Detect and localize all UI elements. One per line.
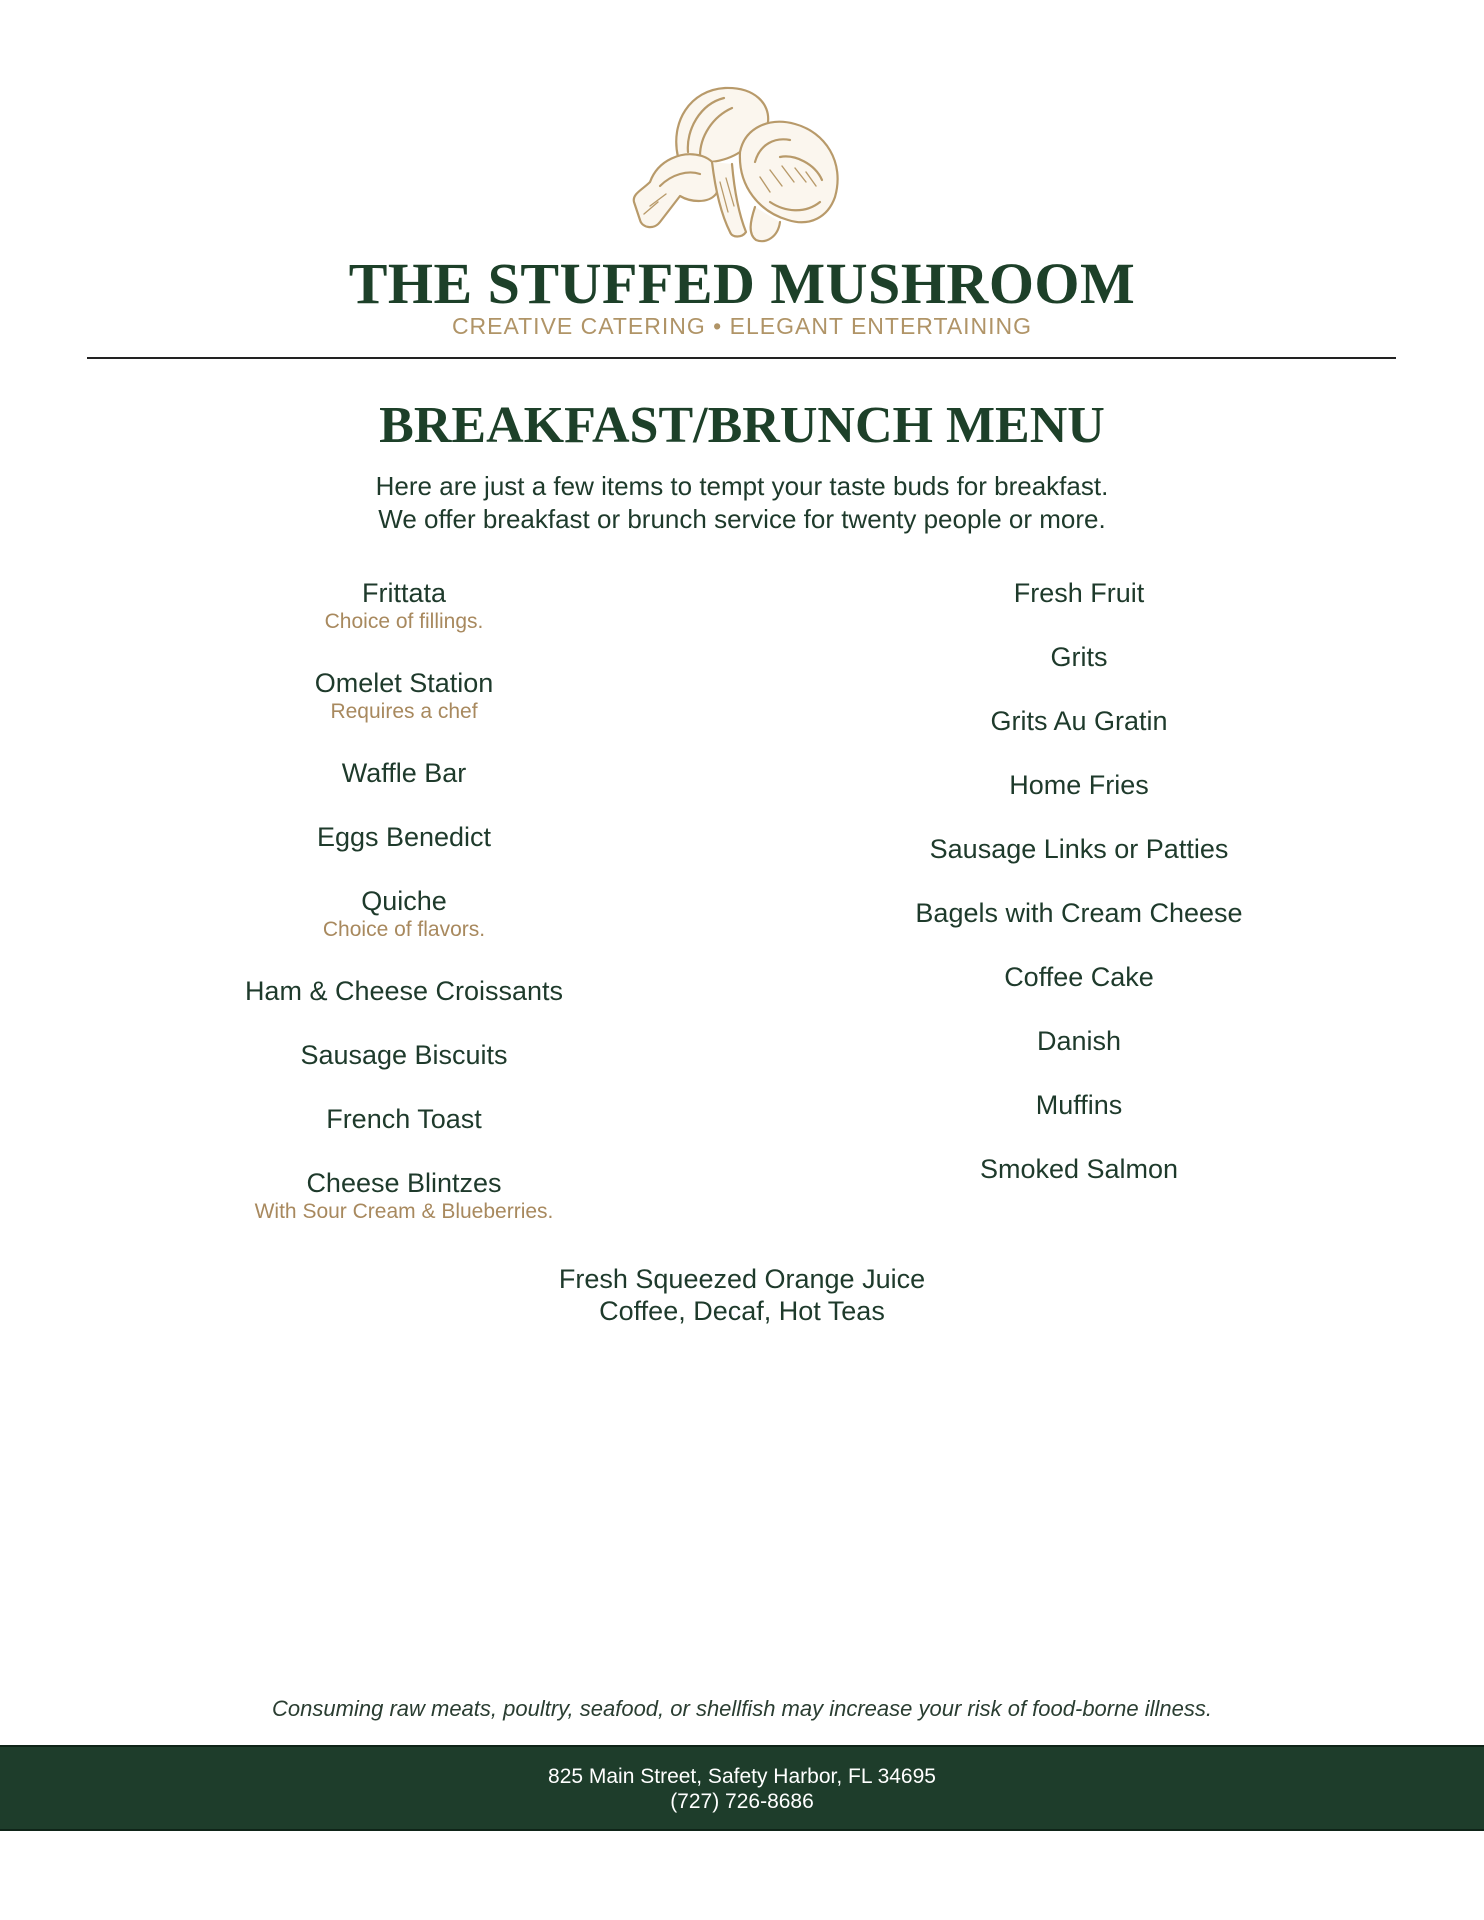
- menu-item-eggs-benedict: [124, 821, 684, 853]
- mushroom-logo-icon: [620, 82, 870, 252]
- menu-item-muffins: [799, 1089, 1359, 1121]
- menu-item-name: French Toast: [326, 1104, 482, 1134]
- menu-item-smoked-salmon: [799, 1153, 1359, 1185]
- menu-item-name: Ham & Cheese Croissants: [244, 976, 564, 1006]
- menu-item-danish: [799, 1025, 1359, 1057]
- menu-item-name: Danish: [1036, 1026, 1122, 1056]
- menu-item-waffle-bar: [124, 757, 684, 789]
- beverages: [0, 1263, 1484, 1327]
- menu-item-name: Muffins: [1035, 1090, 1123, 1120]
- header-divider: [87, 357, 1396, 359]
- menu-item-name: Grits: [1050, 642, 1108, 672]
- menu-item-grits: [799, 641, 1359, 673]
- menu-item-name: Cheese Blintzes: [306, 1168, 502, 1198]
- menu-item-name: Bagels with Cream Cheese: [915, 898, 1243, 928]
- menu-item-name: Waffle Bar: [341, 758, 467, 788]
- menu-item-name: Sausage Biscuits: [300, 1040, 508, 1070]
- menu-item-bagels: [799, 897, 1359, 929]
- menu-item-name: Omelet Station: [314, 668, 494, 698]
- menu-item-note: Requires a chef: [330, 700, 478, 723]
- menu-item-quiche: [124, 885, 684, 943]
- menu-item-frittata: [124, 577, 684, 635]
- menu-item-sausage-biscuits: [124, 1039, 684, 1071]
- menu-item-home-fries: [799, 769, 1359, 801]
- footer-address: 825 Main Street, Safety Harbor, FL 34695: [548, 1765, 936, 1788]
- beverage-line: Coffee, Decaf, Hot Teas: [599, 1296, 885, 1326]
- menu-title: BREAKFAST/BRUNCH MENU: [379, 397, 1105, 454]
- menu-item-name: Smoked Salmon: [979, 1154, 1179, 1184]
- menu-item-coffee-cake: [799, 961, 1359, 993]
- menu-item-note: With Sour Cream & Blueberries.: [254, 1200, 554, 1223]
- menu-intro: [0, 470, 1484, 536]
- intro-line: Here are just a few items to tempt your taste buds for breakfast.: [375, 471, 1109, 501]
- beverage-line: Fresh Squeezed Orange Juice: [558, 1264, 926, 1294]
- menu-item-cheese-blintzes: [124, 1167, 684, 1225]
- menu-item-name: Quiche: [361, 886, 447, 916]
- menu-item-omelet-station: [124, 667, 684, 725]
- menu-item-name: Home Fries: [1009, 770, 1149, 800]
- intro-line: We offer breakfast or brunch service for twenty people or more.: [378, 504, 1106, 534]
- menu-item-name: Fresh Fruit: [1013, 578, 1145, 608]
- menu-item-ham-cheese-croissants: [124, 975, 684, 1007]
- menu-item-sausage-links: [799, 833, 1359, 865]
- menu-item-note: Choice of fillings.: [324, 610, 484, 633]
- footer-phone: (727) 726-8686: [670, 1790, 814, 1813]
- menu-item-name: Frittata: [361, 578, 447, 608]
- menu-item-name: Sausage Links or Patties: [929, 834, 1229, 864]
- menu-item-name: Grits Au Gratin: [990, 706, 1168, 736]
- menu-item-french-toast: [124, 1103, 684, 1135]
- menu-item-note: Choice of flavors.: [322, 918, 486, 941]
- menu-item-name: Eggs Benedict: [316, 822, 492, 852]
- brand-name: THE STUFFED MUSHROOM: [348, 251, 1136, 316]
- food-safety-disclaimer: Consuming raw meats, poultry, seafood, or shellfish may increase your risk of food-borne illness.: [272, 1696, 1212, 1721]
- footer-bar: [0, 1745, 1484, 1831]
- menu-item-grits-au-gratin: [799, 705, 1359, 737]
- brand-tagline: CREATIVE CATERING • ELEGANT ENTERTAINING: [451, 313, 1033, 339]
- menu-item-name: Coffee Cake: [1004, 962, 1154, 992]
- menu-item-fresh-fruit: [799, 577, 1359, 609]
